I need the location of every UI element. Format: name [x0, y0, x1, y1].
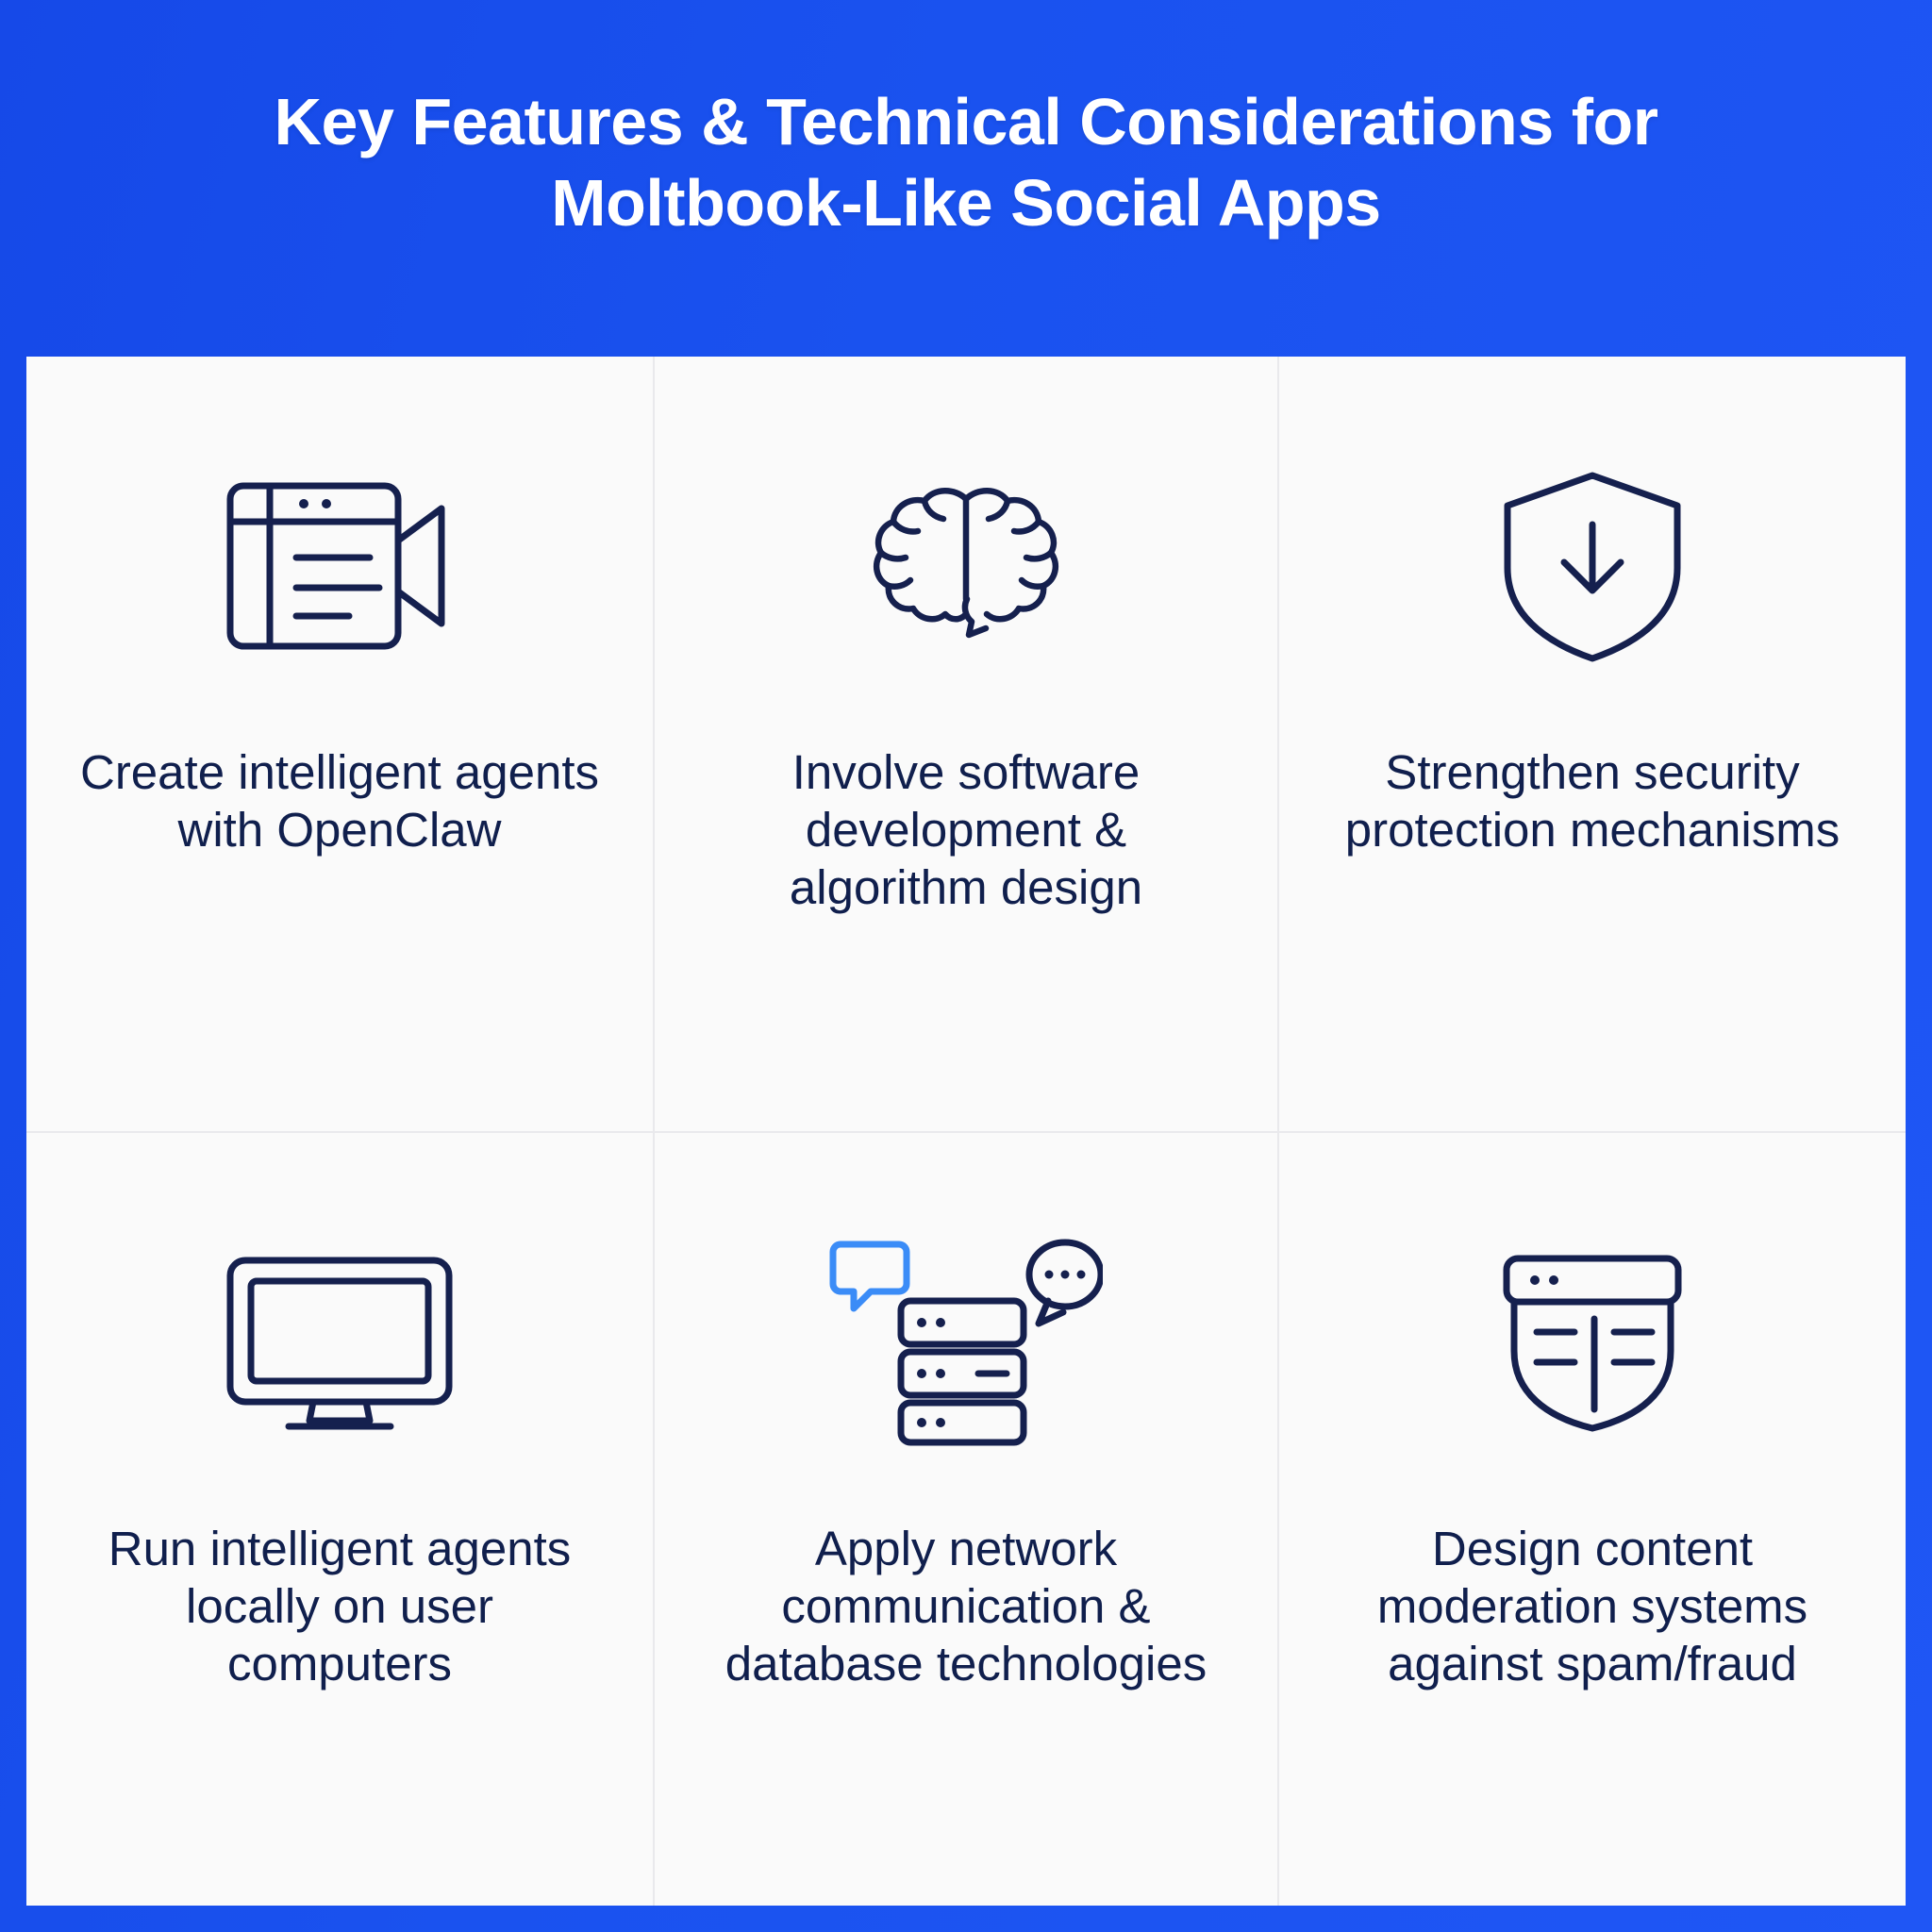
page-title: [274, 82, 1657, 243]
poster-header: [0, 0, 1932, 325]
server-stack-chat-bubbles-icon: [829, 1201, 1103, 1484]
feature-card-label: Run intelligent agents locally on user computers: [108, 1522, 572, 1691]
feature-card-network-database: [653, 1131, 1279, 1906]
feature-card-software-development: [653, 357, 1279, 1131]
feature-card-security: [1279, 357, 1906, 1131]
feature-card-run-locally: [26, 1131, 653, 1906]
desktop-monitor-icon: [215, 1201, 465, 1484]
feature-grid: [26, 357, 1906, 1906]
feature-card-create-agents: [26, 357, 653, 1131]
feature-card-label: Design content moderation systems against spam/fraud: [1376, 1522, 1808, 1691]
brain-icon: [843, 425, 1089, 708]
page-title-line-2: Moltbook-Like Social Apps: [551, 165, 1381, 240]
shield-download-arrow-icon: [1484, 425, 1701, 708]
content-moderation-badge-icon: [1482, 1201, 1704, 1484]
browser-window-megaphone-icon: [217, 425, 462, 708]
feature-card-content-moderation: [1279, 1131, 1906, 1906]
feature-card-label: Create intelligent agents with OpenClaw: [79, 745, 600, 858]
feature-card-label: Involve software development & algorithm design: [789, 745, 1143, 915]
page-title-line-1: Key Features & Technical Considerations for: [274, 85, 1658, 159]
feature-card-label: Apply network communication & database technologies: [724, 1522, 1208, 1691]
feature-card-label: Strengthen security protection mechanisms: [1344, 745, 1840, 858]
